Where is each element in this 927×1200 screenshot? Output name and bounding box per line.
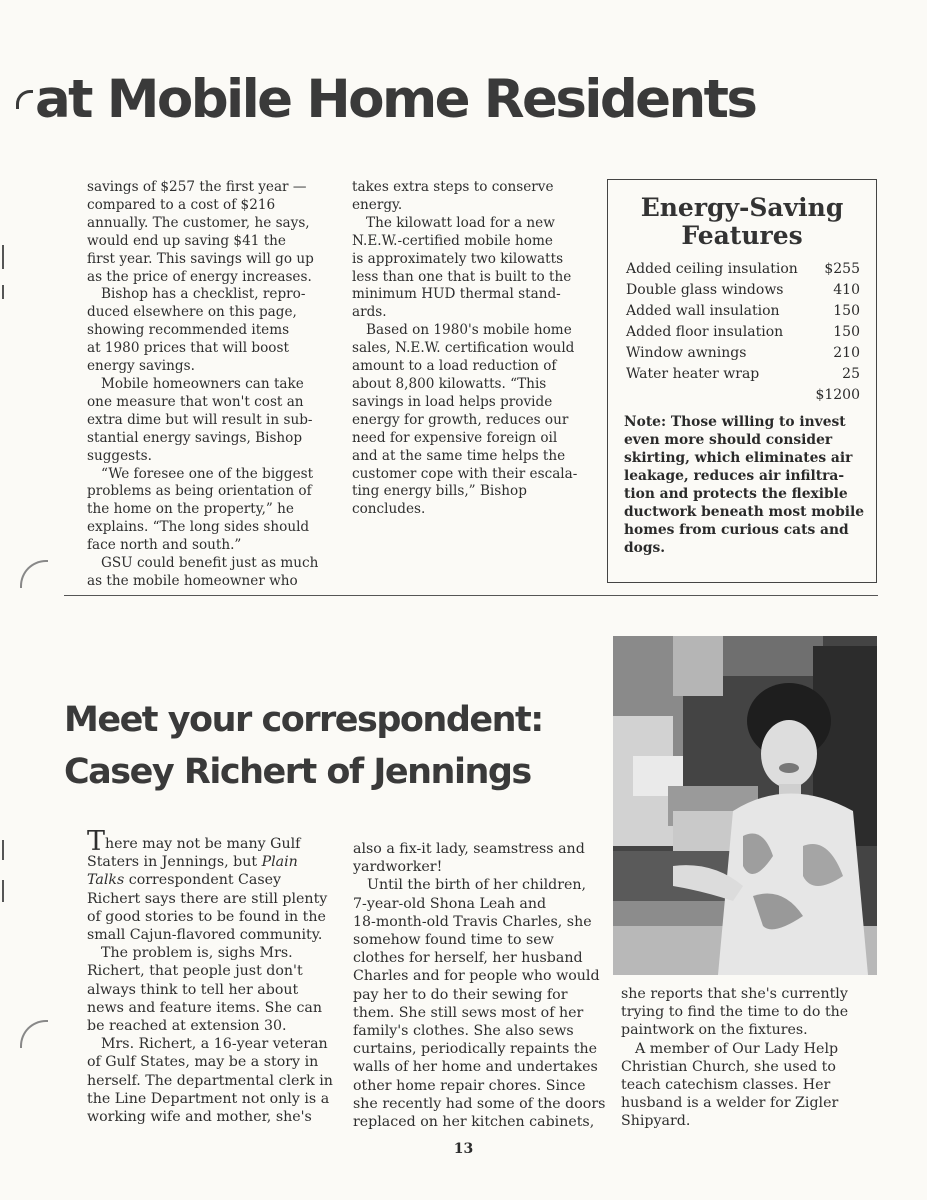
text-line: of Gulf States, may be a story in	[87, 1054, 319, 1071]
text-line: face north and south.”	[87, 537, 242, 554]
text-line: ards.	[352, 304, 387, 321]
text-line: concludes.	[352, 501, 426, 518]
text-line: pay her to do their sewing for	[353, 986, 568, 1003]
text-line: energy for growth, reduces our	[352, 411, 569, 428]
text-line: teach catechism classes. Her	[621, 1077, 831, 1094]
energy-saving-features-box	[607, 179, 877, 583]
note-line: dogs.	[624, 540, 666, 556]
box-title	[608, 194, 876, 250]
text-line: she recently had some of the doors	[353, 1095, 606, 1112]
text-line: trying to find the time to do the	[621, 1004, 849, 1021]
text-line: Staters in Jennings, but Plain	[87, 854, 298, 871]
feature-name: Added wall insulation	[626, 303, 780, 319]
top-headline-text: at Mobile Home Residents	[35, 69, 756, 130]
correspondent-photo	[613, 636, 877, 975]
text-line: is approximately two kilowatts	[352, 250, 564, 267]
text-line: husband is a welder for Zigler	[621, 1095, 839, 1112]
top-headline	[16, 69, 756, 130]
note-line: homes from curious cats and	[624, 522, 849, 538]
text-line: one measure that won't cost an	[87, 393, 304, 410]
margin-mark	[2, 245, 4, 269]
bottom-article-column-2	[353, 840, 606, 1131]
text-line: would end up saving $41 the	[87, 232, 286, 249]
feature-row	[626, 343, 860, 364]
text-line: somehow found time to sew	[353, 932, 554, 949]
publication-name: Talks	[87, 872, 125, 889]
text-line: herself. The departmental clerk in	[87, 1072, 333, 1089]
text-line: problems as being orientation of	[87, 483, 312, 500]
text-line: about 8,800 kilowatts. “This	[352, 375, 547, 392]
punch-hole-mark	[20, 560, 48, 588]
text-line: minimum HUD thermal stand-	[352, 286, 561, 303]
text-line: The kilowatt load for a new	[366, 214, 555, 231]
text-line: she reports that she's currently	[621, 986, 848, 1002]
feature-row	[626, 322, 860, 343]
bottom-article-column-3	[621, 985, 876, 1131]
text-line: Until the birth of her children,	[367, 877, 587, 894]
text-line: news and feature items. She can	[87, 999, 322, 1016]
margin-mark	[2, 880, 4, 902]
text-line: of good stories to be found in the	[87, 908, 326, 925]
feature-cost: 25	[842, 366, 860, 382]
features-total: $1200	[815, 387, 860, 403]
text-line: savings in load helps provide	[352, 393, 553, 410]
page-number: 13	[453, 1141, 474, 1157]
text-line: Bishop has a checklist, repro-	[101, 286, 306, 303]
note-line: skirting, which eliminates air	[624, 450, 853, 466]
box-title-line-2: Features	[681, 221, 803, 250]
feature-cost: 210	[833, 345, 860, 361]
feature-cost: 150	[833, 324, 860, 340]
text-line: first year. This savings will go up	[87, 250, 314, 267]
feature-cost: 150	[833, 303, 860, 319]
feature-name: Water heater wrap	[626, 366, 760, 382]
text-line: Charles and for people who would	[353, 968, 600, 985]
drop-cap: T	[87, 826, 106, 857]
text-line: Richert, that people just don't	[87, 963, 303, 980]
text-line: curtains, periodically repaints the	[353, 1041, 598, 1058]
text-line: as the price of energy increases.	[87, 268, 312, 285]
text-line: customer cope with their escala-	[352, 465, 578, 482]
section-divider	[64, 595, 878, 596]
feature-name: Double glass windows	[626, 282, 784, 298]
text-line: walls of her home and undertakes	[353, 1059, 598, 1076]
feature-row	[626, 301, 860, 322]
text-line: family's clothes. She also sews	[353, 1023, 574, 1040]
text-line: be reached at extension 30.	[87, 1018, 287, 1035]
text-line: duced elsewhere on this page,	[87, 304, 297, 321]
text-line: Shipyard.	[621, 1113, 691, 1130]
text-line: Mobile homeowners can take	[101, 375, 304, 392]
text-line: takes extra steps to conserve	[352, 179, 554, 195]
text-line: as the mobile homeowner who	[87, 572, 298, 589]
first-line	[87, 826, 332, 857]
text-line: at 1980 prices that will boost	[87, 340, 289, 357]
text-line: compared to a cost of $216	[87, 196, 276, 213]
text-line: Christian Church, she used to	[621, 1058, 836, 1075]
text-line: 7-year-old Shona Leah and	[353, 895, 547, 912]
text-line: stantial energy savings, Bishop	[87, 429, 303, 446]
text-line: sales, N.E.W. certification would	[352, 340, 575, 357]
features-list	[626, 259, 860, 406]
punch-hole-mark	[20, 1020, 48, 1048]
text-line: need for expensive foreign oil	[352, 429, 558, 446]
feature-name: Added ceiling insulation	[626, 261, 798, 277]
note-line: Note: Those willing to invest	[624, 414, 846, 430]
text-line: “We foresee one of the biggest	[101, 465, 314, 482]
text-line: always think to tell her about	[87, 981, 299, 998]
text-line: Richert says there are still plenty	[87, 890, 328, 907]
bottom-headline-line-1: Meet your correspondent:	[64, 700, 543, 740]
top-article-column-1	[87, 179, 332, 591]
feature-row	[626, 259, 860, 280]
feature-name: Window awnings	[626, 345, 747, 361]
margin-mark	[2, 840, 4, 860]
box-note	[624, 413, 868, 557]
text-line: amount to a load reduction of	[352, 358, 557, 375]
first-line-text: here may not be many Gulf	[105, 836, 301, 852]
feature-name: Added floor insulation	[626, 324, 784, 340]
text-line: also a fix-it lady, seamstress and	[353, 841, 585, 857]
headline-fragment-mark	[16, 90, 33, 109]
text-line: Based on 1980's mobile home	[366, 322, 572, 339]
publication-name: Plain	[261, 854, 298, 871]
text-line: them. She still sews most of her	[353, 1004, 584, 1021]
text-line: Talks correspondent Casey	[87, 872, 282, 889]
text-line: suggests.	[87, 447, 152, 464]
text-line: 18-month-old Travis Charles, she	[353, 913, 592, 930]
text-line: A member of Our Lady Help	[635, 1040, 839, 1057]
note-line: ductwork beneath most mobile	[624, 504, 864, 520]
text-line: small Cajun-flavored community.	[87, 927, 323, 944]
text-line: annually. The customer, he says,	[87, 214, 310, 231]
feature-cost: $255	[824, 261, 860, 277]
note-line: tion and protects the flexible	[624, 486, 848, 502]
feature-row	[626, 280, 860, 301]
top-article-column-2	[352, 179, 597, 519]
text-line: The problem is, sighs Mrs.	[101, 945, 293, 962]
text-line: savings of $257 the first year —	[87, 179, 307, 195]
note-line: even more should consider	[624, 432, 833, 448]
note-line: leakage, reduces air infiltra-	[624, 468, 845, 484]
text-line: extra dime but will result in sub-	[87, 411, 313, 428]
text-line: less than one that is built to the	[352, 268, 572, 285]
box-title-line-1: Energy-Saving	[640, 193, 844, 222]
text-line: energy.	[352, 196, 403, 213]
text-line: showing recommended items	[87, 322, 290, 339]
text-line: replaced on her kitchen cabinets,	[353, 1114, 595, 1131]
text-line: N.E.W.-certified mobile home	[352, 232, 553, 249]
margin-mark	[2, 285, 4, 299]
text-line: GSU could benefit just as much	[101, 555, 319, 572]
text-line: and at the same time helps the	[352, 447, 566, 464]
feature-row	[626, 364, 860, 385]
text-line: energy savings.	[87, 358, 195, 375]
text-line: paintwork on the fixtures.	[621, 1022, 808, 1039]
text-line: ting energy bills,” Bishop	[352, 483, 527, 500]
text-line: explains. “The long sides should	[87, 519, 310, 536]
bottom-article-column-1	[87, 826, 333, 1126]
text-line: clothes for herself, her husband	[353, 950, 583, 967]
text-line: other home repair chores. Since	[353, 1077, 586, 1094]
text-line: working wife and mother, she's	[87, 1109, 312, 1126]
text-line: Mrs. Richert, a 16-year veteran	[101, 1036, 328, 1053]
text-line: the home on the property,” he	[87, 501, 294, 518]
correspondent-photo-image	[613, 636, 877, 975]
bottom-headline-line-2: Casey Richert of Jennings	[64, 752, 531, 792]
text-line: yardworker!	[353, 859, 443, 876]
text-line: the Line Department not only is a	[87, 1090, 330, 1107]
feature-cost: 410	[833, 282, 860, 298]
